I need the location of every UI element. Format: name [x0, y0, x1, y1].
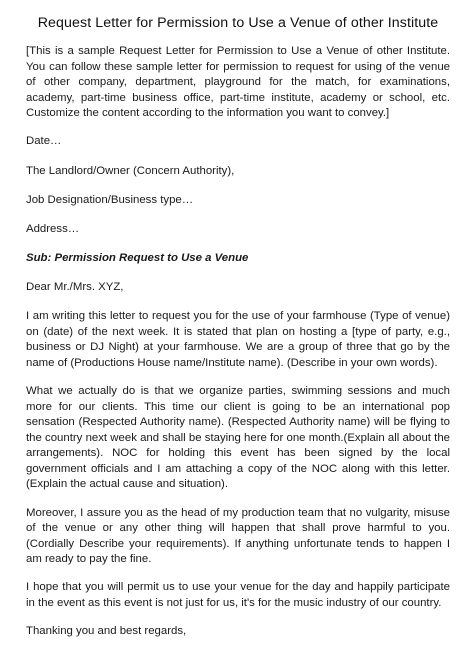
body-paragraph: Moreover, I assure you as the head of my production team that no vulgarity, misuse of the venue or any other thing will happen that shall prove harmful to you. (Cordially Describe your requirements). If anything unfortunate tends to happen I am ready to pay the fine.	[26, 506, 450, 566]
salutation: Dear Mr./Mrs. XYZ,	[26, 280, 124, 293]
subject-line: Sub: Permission Request to Use a Venue	[26, 251, 249, 264]
body-paragraph: What we actually do is that we organize parties, swimming sessions and much more for our clients. This time our client is going to be an international pop sensation (Respected Authority name). (Respected Authority name) will be flying to the country next week and shall be staying here for one month.(Explain all about the arrangements). NOC for holding this event has been signed by the local government officials and I am attaching a copy of the NOC along with this letter. (Explain the actual cause and situation).	[26, 384, 450, 491]
closing-line: Thanking you and best regards,	[26, 625, 187, 638]
letter-title: Request Letter for Permission to Use a Venue of other Institute	[37, 15, 439, 31]
letter-page	[26, 14, 450, 653]
date-line: Date…	[26, 135, 62, 148]
address-line: Address…	[26, 222, 80, 235]
designation-line: Job Designation/Business type…	[26, 193, 194, 206]
body-paragraph: I hope that you will permit us to use your venue for the day and happily participate in the event as this event is not just for us, it's for the music industry of our country.	[26, 581, 450, 610]
intro-note: [This is a sample Request Letter for Permission to Use a Venue of other Institute. You can follow these sample letter for permission to request for using of the venue of other company, department, playground for the match, for examinations, academy, part-time business office, part-time institute, academy or school, etc. Customize the content according to the information you want to convey.]	[26, 45, 450, 120]
recipient-line: The Landlord/Owner (Concern Authority),	[26, 164, 235, 177]
body-paragraph: I am writing this letter to request you for the use of your farmhouse (Type of venue) on (date) of the next week. It is stated that plan on hosting a [type of party, e.g., business or DJ Night) at your farmhouse. We are a group of three that go by the name of (Productions House name/Institute name). (Describe in your own words).	[26, 310, 450, 369]
